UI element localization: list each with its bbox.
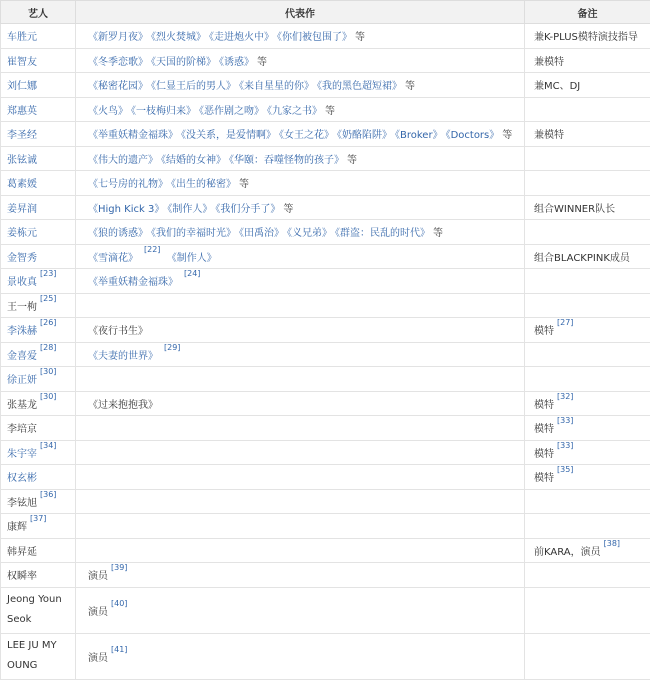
- note-cell: [525, 538, 650, 563]
- work-link[interactable]: 《我们的幸福时光》: [151, 228, 236, 239]
- reference-link[interactable]: [40]: [111, 599, 127, 608]
- note-cell: [525, 514, 650, 539]
- artist-name: 李铉旭: [7, 498, 37, 509]
- note-text: 模特: [534, 326, 554, 337]
- works-suffix: 等: [433, 228, 443, 239]
- artist-cell: [1, 220, 76, 245]
- reference-link[interactable]: [26]: [40, 318, 56, 327]
- reference-link[interactable]: [35]: [557, 465, 573, 474]
- work-text: 演员: [88, 653, 108, 664]
- works-cell: [76, 391, 525, 416]
- work-link[interactable]: 《恶作剧之吻》: [199, 106, 264, 117]
- table-row: [1, 24, 650, 49]
- artist-link[interactable]: 朱宇宰: [7, 449, 37, 460]
- artist-cell: [1, 587, 76, 633]
- reference-link[interactable]: [24]: [184, 269, 200, 278]
- work-link[interactable]: 《雪滴花》: [88, 253, 138, 264]
- table-row: [1, 146, 650, 171]
- artist-link[interactable]: 刘仁娜: [7, 81, 37, 92]
- table-row: [1, 440, 650, 465]
- work-link[interactable]: 《九家之书》: [267, 106, 322, 117]
- works-cell: [76, 73, 525, 98]
- artist-link[interactable]: 徐正妍: [7, 375, 37, 386]
- reference-link[interactable]: [29]: [164, 343, 180, 352]
- works-cell: [76, 171, 525, 196]
- note-cell: [525, 24, 650, 49]
- note-cell: [525, 416, 650, 441]
- artist-cell: [1, 489, 76, 514]
- artist-cell: [1, 293, 76, 318]
- works-suffix: 等: [283, 204, 293, 215]
- work-link[interactable]: 《伟大的遗产》: [88, 155, 158, 166]
- artist-cell: [1, 342, 76, 367]
- artist-link[interactable]: 崔智友: [7, 57, 37, 68]
- work-link[interactable]: 《举重妖精金福珠》: [88, 130, 178, 141]
- artist-cell: [1, 514, 76, 539]
- reference-link[interactable]: [39]: [111, 563, 127, 572]
- artist-cell: [1, 538, 76, 563]
- work-link[interactable]: 《义兄弟》: [287, 228, 332, 239]
- work-link[interactable]: 《来自星星的你》: [239, 81, 314, 92]
- works-cell: [76, 416, 525, 441]
- work-link[interactable]: 《火鸟》: [88, 106, 128, 117]
- works-cell: [76, 489, 525, 514]
- note-cell: [525, 122, 650, 147]
- works-cell: [76, 24, 525, 49]
- artist-cell: [1, 318, 76, 343]
- works-cell: [76, 48, 525, 73]
- reference-link[interactable]: [34]: [40, 441, 56, 450]
- work-link[interactable]: 《仁显王后的男人》: [151, 81, 236, 92]
- works-cell: [76, 563, 525, 588]
- artist-link[interactable]: 权玄彬: [7, 473, 37, 484]
- reference-link[interactable]: [41]: [111, 645, 127, 654]
- works-cell: [76, 244, 525, 269]
- work-link[interactable]: 《女王之花》: [279, 130, 334, 141]
- work-text: 演员: [88, 571, 108, 582]
- artist-link[interactable]: 金智秀: [7, 253, 37, 264]
- reference-link[interactable]: [38]: [604, 539, 620, 548]
- artist-cell: [1, 97, 76, 122]
- note-cell: [525, 391, 650, 416]
- table-row: [1, 48, 650, 73]
- works-cell: [76, 440, 525, 465]
- work-link[interactable]: 《一枝梅归来》: [131, 106, 196, 117]
- work-link[interactable]: 《群盗：民乱的时代》: [335, 228, 430, 239]
- note-cell: [525, 97, 650, 122]
- reference-link[interactable]: [32]: [557, 392, 573, 401]
- works-cell: [76, 465, 525, 490]
- works-cell: [76, 538, 525, 563]
- table-row: [1, 269, 650, 294]
- works-cell: [76, 514, 525, 539]
- note-cell: [525, 367, 650, 392]
- works-cell: [76, 318, 525, 343]
- reference-link[interactable]: [27]: [557, 318, 573, 327]
- note-cell: [525, 318, 650, 343]
- note-cell: [525, 244, 650, 269]
- note-cell: [525, 171, 650, 196]
- work-link[interactable]: 《出生的秘密》: [171, 179, 236, 190]
- note-text: 模特: [534, 449, 554, 460]
- note-text: 兼模特: [534, 57, 564, 68]
- reference-link[interactable]: [23]: [40, 269, 56, 278]
- table-row: [1, 195, 650, 220]
- note-text: 兼K-PLUS模特演技指导: [534, 32, 638, 43]
- note-cell: [525, 146, 650, 171]
- artist-link[interactable]: 车胜元: [7, 32, 37, 43]
- work-link[interactable]: 《七号房的礼物》: [88, 179, 168, 190]
- work-link[interactable]: 《结婚的女神》: [161, 155, 226, 166]
- note-cell: [525, 73, 650, 98]
- table-row: [1, 587, 650, 633]
- artist-link[interactable]: 李洙赫: [7, 326, 37, 337]
- artist-cell: [1, 122, 76, 147]
- work-link[interactable]: 《狼的诱惑》: [88, 228, 148, 239]
- work-link[interactable]: 《诱惑》: [219, 57, 254, 68]
- artist-cell: [1, 269, 76, 294]
- works-cell: [76, 342, 525, 367]
- note-text: 组合WINNER队长: [534, 204, 615, 215]
- table-row: [1, 633, 650, 679]
- artist-link[interactable]: 葛素媛: [7, 179, 37, 190]
- work-link[interactable]: 《田禹治》: [239, 228, 284, 239]
- note-cell: [525, 220, 650, 245]
- artist-cell: [1, 244, 76, 269]
- artist-link[interactable]: 姜昇润: [7, 204, 37, 215]
- work-link[interactable]: 《没关系，是爱情啊》: [181, 130, 276, 141]
- artist-link[interactable]: 张铉诚: [7, 155, 37, 166]
- artist-link[interactable]: 姜栋元: [7, 228, 37, 239]
- table-row: [1, 97, 650, 122]
- work-link[interactable]: 《Doctors》: [446, 130, 500, 141]
- table-row: [1, 538, 650, 563]
- work-link[interactable]: 《走进炮火中》: [209, 32, 274, 43]
- reference-link[interactable]: [22]: [144, 245, 160, 254]
- note-text: 前KARA，演员: [534, 547, 601, 558]
- work-link[interactable]: 《举重妖精金福珠》: [88, 277, 178, 288]
- work-link[interactable]: 《制作人》: [167, 204, 212, 215]
- table-row: [1, 367, 650, 392]
- work-link[interactable]: 《新罗月夜》: [88, 32, 148, 43]
- table-row: [1, 318, 650, 343]
- table-row: [1, 416, 650, 441]
- reference-link[interactable]: [36]: [40, 490, 56, 499]
- works-cell: [76, 633, 525, 679]
- works-suffix: 等: [405, 81, 415, 92]
- note-cell: [525, 440, 650, 465]
- reference-link[interactable]: [25]: [40, 294, 56, 303]
- artist-cell: [1, 563, 76, 588]
- work-link[interactable]: 《我的黑色超短裙》: [317, 81, 402, 92]
- work-link[interactable]: 《Broker》: [395, 130, 443, 141]
- artist-link[interactable]: 金喜爱: [7, 351, 37, 362]
- artist-link[interactable]: 景收真: [7, 277, 37, 288]
- artist-name: 李培京: [7, 424, 37, 435]
- work-link[interactable]: 《High Kick 3》: [88, 204, 164, 215]
- work-link[interactable]: 《华颐：吞噬怪物的孩子》: [229, 155, 344, 166]
- artist-cell: [1, 416, 76, 441]
- reference-link[interactable]: [28]: [40, 343, 56, 352]
- header-row: [1, 1, 650, 24]
- works-cell: [76, 122, 525, 147]
- work-link[interactable]: 《烈火焚城》: [151, 32, 206, 43]
- works-suffix: 等: [347, 155, 357, 166]
- works-suffix: 等: [239, 179, 249, 190]
- header-notes: 备注: [525, 1, 650, 24]
- artist-cell: [1, 171, 76, 196]
- works-suffix: 等: [257, 57, 267, 68]
- works-cell: [76, 146, 525, 171]
- works-cell: [76, 587, 525, 633]
- artist-cell: [1, 73, 76, 98]
- works-suffix: 等: [355, 32, 365, 43]
- note-cell: [525, 293, 650, 318]
- note-cell: [525, 342, 650, 367]
- artist-cell: [1, 633, 76, 679]
- works-cell: [76, 220, 525, 245]
- reference-link[interactable]: [30]: [40, 367, 56, 376]
- artist-name: 张基龙: [7, 400, 37, 411]
- work-text: 《过来抱抱我》: [88, 400, 158, 411]
- work-link[interactable]: 《秘密花园》: [88, 81, 148, 92]
- table-row: [1, 489, 650, 514]
- artist-cell: [1, 367, 76, 392]
- note-cell: [525, 587, 650, 633]
- note-cell: [525, 563, 650, 588]
- work-text: 《夜行书生》: [88, 326, 148, 337]
- table-row: [1, 244, 650, 269]
- artist-name: 韩昇延: [7, 547, 37, 558]
- note-text: 组合BLACKPINK成员: [534, 253, 630, 264]
- table-row: [1, 122, 650, 147]
- artist-cell: [1, 391, 76, 416]
- artist-cell: [1, 146, 76, 171]
- work-link[interactable]: 《制作人》: [167, 253, 217, 264]
- works-cell: [76, 293, 525, 318]
- note-text: 兼模特: [534, 130, 564, 141]
- table-row: [1, 563, 650, 588]
- reference-link[interactable]: [37]: [30, 514, 46, 523]
- note-cell: [525, 195, 650, 220]
- reference-link[interactable]: [30]: [40, 392, 56, 401]
- note-text: 模特: [534, 400, 554, 411]
- table-row: [1, 465, 650, 490]
- artist-cell: [1, 24, 76, 49]
- note-text: 模特: [534, 424, 554, 435]
- artist-cell: [1, 440, 76, 465]
- works-cell: [76, 97, 525, 122]
- work-link[interactable]: 《我们分手了》: [215, 204, 280, 215]
- note-cell: [525, 633, 650, 679]
- works-cell: [76, 367, 525, 392]
- artist-cell: [1, 465, 76, 490]
- table-row: [1, 73, 650, 98]
- table-row: [1, 342, 650, 367]
- work-link[interactable]: 《天国的阶梯》: [151, 57, 216, 68]
- note-cell: [525, 465, 650, 490]
- works-cell: [76, 269, 525, 294]
- works-cell: [76, 195, 525, 220]
- table-row: [1, 293, 650, 318]
- artist-name: 王一枸: [7, 302, 37, 313]
- artist-name: LEE JU MY OUNG: [7, 640, 57, 671]
- artist-name: 康辉: [7, 522, 27, 533]
- table-row: [1, 391, 650, 416]
- work-link[interactable]: 《奶酪陷阱》: [337, 130, 392, 141]
- artist-link[interactable]: 李圣经: [7, 130, 37, 141]
- artist-name: Jeong Youn Seok: [7, 594, 62, 625]
- note-cell: [525, 489, 650, 514]
- table-row: [1, 220, 650, 245]
- work-link[interactable]: 《夫妻的世界》: [88, 351, 158, 362]
- works-suffix: 等: [502, 130, 512, 141]
- note-text: 模特: [534, 473, 554, 484]
- table-row: [1, 171, 650, 196]
- note-text: 兼MC、DJ: [534, 81, 580, 92]
- reference-link[interactable]: [33]: [557, 441, 573, 450]
- works-suffix: 等: [325, 106, 335, 117]
- artist-cell: [1, 195, 76, 220]
- work-link[interactable]: 《你们被包围了》: [277, 32, 352, 43]
- table-row: [1, 514, 650, 539]
- artist-link[interactable]: 郑惠英: [7, 106, 37, 117]
- note-cell: [525, 269, 650, 294]
- work-link[interactable]: 《冬季恋歌》: [88, 57, 148, 68]
- artist-cell: [1, 48, 76, 73]
- artist-name: 权瞬率: [7, 571, 37, 582]
- work-text: 演员: [88, 607, 108, 618]
- header-works: 代表作: [76, 1, 525, 24]
- note-cell: [525, 48, 650, 73]
- reference-link[interactable]: [33]: [557, 416, 573, 425]
- header-artist: 艺人: [1, 1, 76, 24]
